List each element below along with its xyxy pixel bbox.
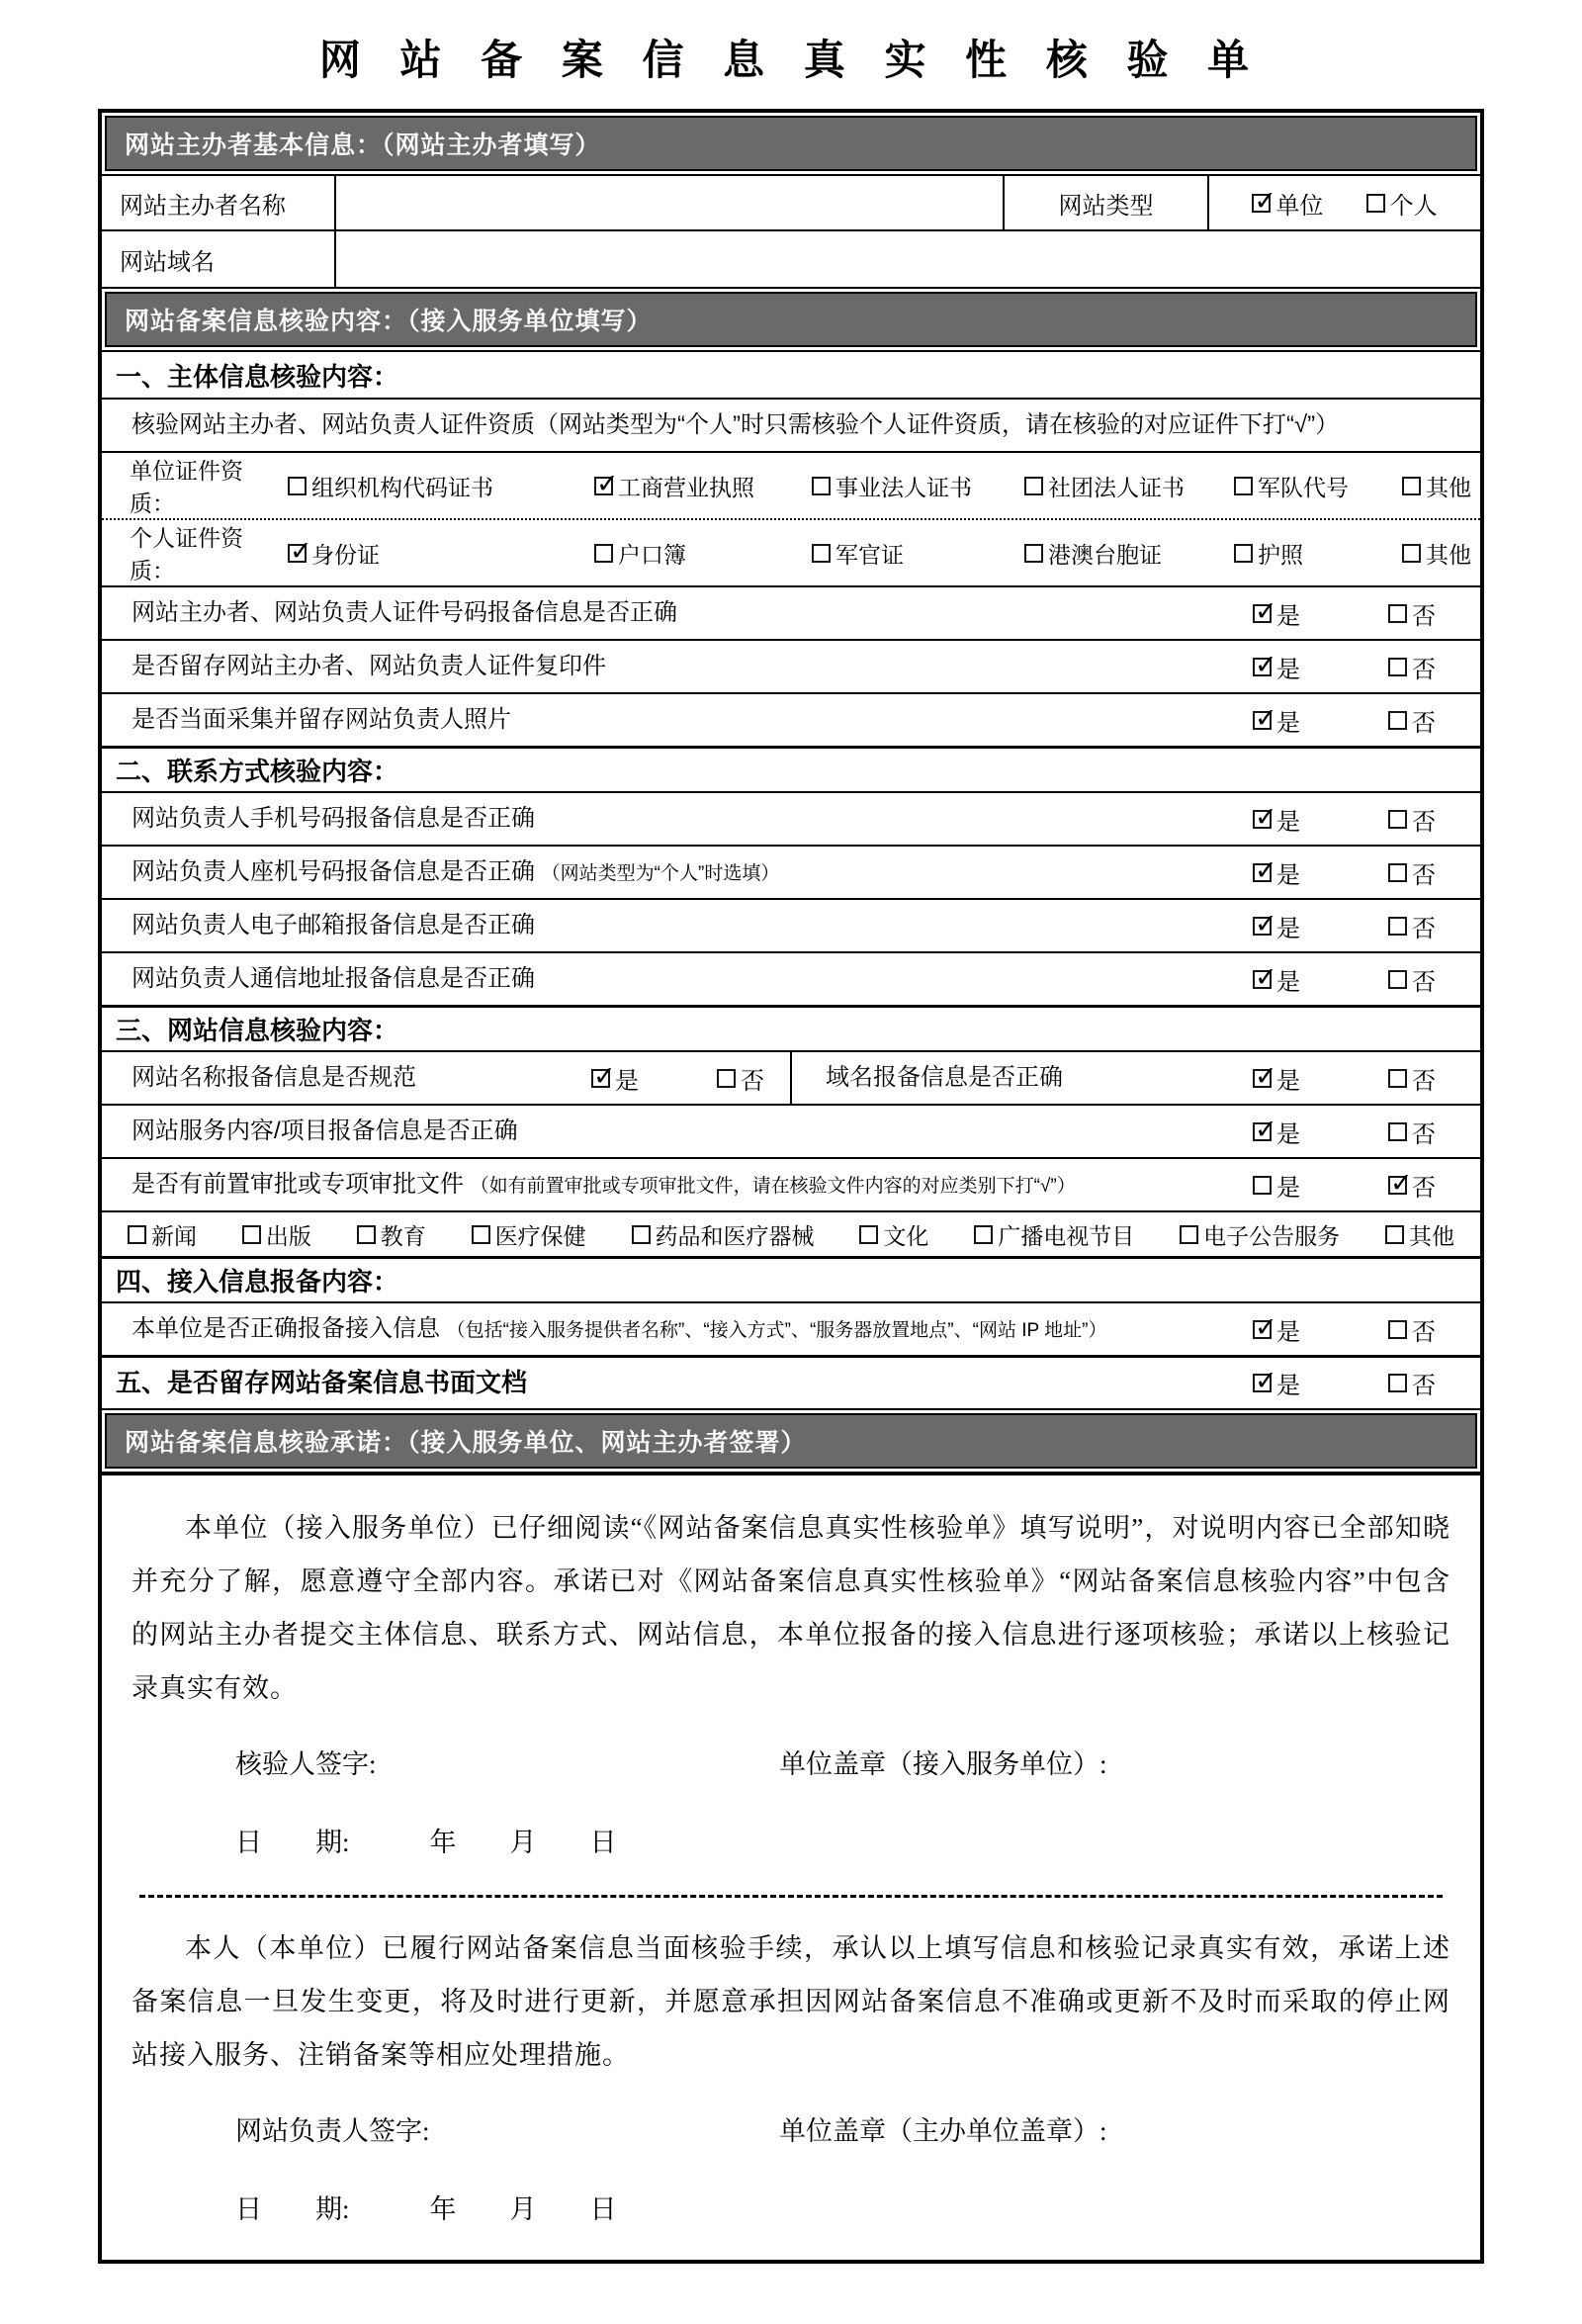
yes-checkbox[interactable] xyxy=(1253,1176,1272,1195)
section-bar-verify-title: 网站备案信息核验内容：（接入服务单位填写） xyxy=(105,292,1477,347)
q-landline-no[interactable] xyxy=(1388,855,1436,890)
personal-label: 个人 xyxy=(1389,192,1438,220)
yes-label: 是 xyxy=(1276,861,1300,889)
category-culture[interactable] xyxy=(859,1218,928,1251)
site-type-label: 网站类型 xyxy=(1003,176,1207,229)
unit-other-label: 其他 xyxy=(1426,474,1471,500)
pharma-label: 药品和医疗器械 xyxy=(655,1222,815,1249)
category-other[interactable] xyxy=(1385,1218,1454,1251)
cert-option-id-card[interactable] xyxy=(288,537,594,570)
q-preapproval-no[interactable] xyxy=(1388,1168,1436,1203)
no-checkbox[interactable] xyxy=(1388,1122,1407,1141)
yes-checkbox[interactable] xyxy=(1253,1122,1272,1141)
domain-label: 网站域名 xyxy=(120,248,215,276)
part2-heading: 二、联系方式核验内容： xyxy=(102,746,1480,791)
culture-checkbox[interactable] xyxy=(859,1225,878,1244)
cert-option-institution[interactable] xyxy=(812,470,1024,502)
sponsor-name-input[interactable] xyxy=(334,176,1003,229)
yes-label: 是 xyxy=(615,1067,639,1095)
section-bar-verify xyxy=(102,287,1480,352)
q-email-yes[interactable] xyxy=(1253,909,1300,943)
q-access-row xyxy=(102,1301,1480,1355)
education-checkbox[interactable] xyxy=(357,1225,376,1244)
no-checkbox[interactable] xyxy=(1388,604,1407,623)
cert-option-org-code[interactable] xyxy=(288,470,594,502)
verifier-signature-label: 核验人签字: xyxy=(235,1749,377,1779)
yes-label: 是 xyxy=(1276,808,1300,836)
no-checkbox[interactable] xyxy=(1388,1176,1407,1195)
cert-option-military[interactable] xyxy=(1234,470,1402,502)
q-photo-yes[interactable] xyxy=(1253,703,1300,738)
no-checkbox[interactable] xyxy=(1388,810,1407,829)
q-domaininfo-yes[interactable] xyxy=(1253,1061,1300,1096)
section-bar-basic-info-title: 网站主办者基本信息：（网站主办者填写） xyxy=(105,116,1477,171)
site-type-option-unit[interactable] xyxy=(1252,186,1323,221)
q-archive-yes[interactable] xyxy=(1253,1366,1300,1400)
no-label: 否 xyxy=(1412,915,1436,942)
q-sitename-half xyxy=(102,1052,792,1104)
yes-label: 是 xyxy=(1276,915,1300,942)
yes-checkbox[interactable] xyxy=(1253,810,1272,829)
news-label: 新闻 xyxy=(151,1222,197,1249)
cert-option-association[interactable] xyxy=(1024,470,1234,502)
org-code-label: 组织机构代码证书 xyxy=(311,474,493,500)
q-domaininfo-text: 域名报备信息是否正确 xyxy=(826,1063,1063,1091)
institution-checkbox[interactable] xyxy=(812,477,831,495)
sponsor-signature-line xyxy=(235,2109,1450,2148)
military-checkbox[interactable] xyxy=(1234,477,1253,495)
q-archive-text: 五、是否留存网站备案信息书面文档 xyxy=(116,1367,528,1397)
military-label: 军队代号 xyxy=(1258,474,1349,500)
q-cert-number-no[interactable] xyxy=(1388,596,1436,631)
q-email-no[interactable] xyxy=(1388,909,1436,943)
personal-cert-row xyxy=(102,518,1480,585)
cert-option-household[interactable] xyxy=(594,537,812,570)
news-checkbox[interactable] xyxy=(128,1225,146,1244)
no-label: 否 xyxy=(1412,1120,1436,1148)
no-label: 否 xyxy=(1412,1067,1436,1095)
q-landline-text: 网站负责人座机号码报备信息是否正确 xyxy=(132,857,535,885)
officer-label: 军官证 xyxy=(835,541,904,568)
unit-label: 单位 xyxy=(1275,192,1324,220)
q-photo-no[interactable] xyxy=(1388,703,1436,738)
no-checkbox[interactable] xyxy=(1388,917,1407,936)
yes-label: 是 xyxy=(1276,1067,1300,1095)
q-copy-kept-yes[interactable] xyxy=(1253,650,1300,684)
q-preapproval-row xyxy=(102,1157,1480,1210)
cert-option-personal-other[interactable] xyxy=(1402,537,1480,570)
q-landline-row xyxy=(102,845,1480,898)
q-mobile-text: 网站负责人手机号码报备信息是否正确 xyxy=(132,804,535,832)
no-label: 否 xyxy=(1412,1174,1436,1202)
bbs-label: 电子公告服务 xyxy=(1203,1222,1341,1249)
q-address-row xyxy=(102,951,1480,1005)
yes-checkbox[interactable] xyxy=(1253,711,1272,730)
q-sitename-text: 网站名称报备信息是否规范 xyxy=(132,1063,416,1091)
cert-option-business-license[interactable] xyxy=(594,470,812,502)
q-photo-text: 是否当面采集并留存网站负责人照片 xyxy=(132,705,511,733)
isp-date-line: 日 期: 年 月 日 xyxy=(235,1828,617,1857)
q-email-row xyxy=(102,898,1480,951)
yes-label: 是 xyxy=(1276,1373,1300,1399)
site-type-option-personal[interactable] xyxy=(1366,186,1438,221)
q-landline-yes[interactable] xyxy=(1253,855,1300,890)
household-label: 户口簿 xyxy=(618,541,686,568)
part1-heading: 一、主体信息核验内容： xyxy=(102,352,1480,398)
no-checkbox[interactable] xyxy=(1388,658,1407,676)
no-label: 否 xyxy=(1412,1373,1436,1399)
category-broadcast[interactable] xyxy=(974,1218,1134,1251)
domain-input[interactable] xyxy=(334,231,1480,287)
q-access-text: 本单位是否正确报备接入信息 xyxy=(132,1314,440,1342)
q-cert-number-text: 网站主办者、网站负责人证件号码报备信息是否正确 xyxy=(132,598,677,626)
q-mobile-no[interactable] xyxy=(1388,802,1436,837)
category-publishing[interactable] xyxy=(242,1218,311,1251)
healthcare-label: 医疗保健 xyxy=(494,1222,586,1249)
q-access-yes[interactable] xyxy=(1253,1312,1300,1347)
personal-checkbox[interactable] xyxy=(1366,194,1385,213)
no-label: 否 xyxy=(1412,1318,1436,1346)
no-checkbox[interactable] xyxy=(1388,1069,1407,1088)
sponsor-name-label: 网站主办者名称 xyxy=(120,192,286,220)
unit-other-checkbox[interactable] xyxy=(1402,477,1421,495)
bbs-checkbox[interactable] xyxy=(1180,1225,1198,1244)
org-code-checkbox[interactable] xyxy=(288,477,307,495)
isp-seal-label: 单位盖章（接入服务单位）: xyxy=(779,1749,1107,1779)
yes-label: 是 xyxy=(1276,1174,1300,1202)
category-pharma[interactable] xyxy=(632,1218,815,1251)
no-checkbox[interactable] xyxy=(1388,711,1407,730)
domain-row xyxy=(102,229,1480,287)
q-service-text: 网站服务内容/项目报备信息是否正确 xyxy=(132,1117,518,1144)
q-mobile-row xyxy=(102,791,1480,845)
hmt-permit-checkbox[interactable] xyxy=(1024,544,1043,563)
q-access-no[interactable] xyxy=(1388,1312,1436,1347)
verification-form-table xyxy=(98,109,1484,2264)
passport-label: 护照 xyxy=(1258,541,1303,568)
category-other-label: 其他 xyxy=(1409,1222,1454,1249)
sponsor-name-row xyxy=(102,176,1480,229)
q-preapproval-text: 是否有前置审批或专项审批文件 xyxy=(132,1170,464,1198)
no-label: 否 xyxy=(1412,602,1436,630)
business-license-label: 工商营业执照 xyxy=(618,474,754,500)
section-bar-basic-info xyxy=(102,113,1480,176)
q-archive-row xyxy=(102,1355,1480,1408)
part1-note: 核验网站主办者、网站负责人证件资质（网站类型为“个人”时只需核验个人证件资质，请在核验的对应证件下打“√”） xyxy=(132,410,1340,438)
broadcast-label: 广播电视节目 xyxy=(998,1222,1135,1249)
passport-checkbox[interactable] xyxy=(1234,544,1253,563)
yes-label: 是 xyxy=(1276,1318,1300,1346)
q-preapproval-note: （如有前置审批或专项审批文件，请在核验文件内容的对应类别下打“√”） xyxy=(470,1175,1076,1197)
q-address-text: 网站负责人通信地址报备信息是否正确 xyxy=(132,964,535,992)
q-cert-number-row xyxy=(102,585,1480,639)
cert-option-unit-other[interactable] xyxy=(1402,470,1480,502)
no-label: 否 xyxy=(1412,861,1436,889)
section-bar-pledge-title: 网站备案信息核验承诺：（接入服务单位、网站主办者签署） xyxy=(105,1413,1477,1469)
approval-categories-row xyxy=(102,1210,1480,1256)
q-copy-kept-text: 是否留存网站主办者、网站负责人证件复印件 xyxy=(132,652,606,679)
yes-checkbox[interactable] xyxy=(1253,917,1272,936)
no-label: 否 xyxy=(1412,808,1436,836)
yes-label: 是 xyxy=(1276,602,1300,630)
pledge-paragraph-isp: 本单位（接入服务单位）已仔细阅读“《网站备案信息真实性核验单》填写说明”，对说明内容已全部知晓并充分了解，愿意遵守全部内容。承诺已对《网站备案信息真实性核验单》“网站备案信息核验内容”中包含的网站主办者提交主体信息、联系方式、网站信息，本单位报备的接入信息进行逐项核验；承诺以上核验记录真实有效。 xyxy=(132,1513,1450,1703)
q-sitename-no[interactable] xyxy=(717,1061,764,1096)
hmt-permit-label: 港澳台胞证 xyxy=(1048,541,1162,568)
q-cert-number-yes[interactable] xyxy=(1253,596,1300,631)
q-copy-kept-row xyxy=(102,639,1480,692)
q-mobile-yes[interactable] xyxy=(1253,802,1300,837)
no-checkbox[interactable] xyxy=(717,1069,736,1088)
q-photo-row xyxy=(102,692,1480,746)
q-domaininfo-half xyxy=(792,1052,1480,1104)
yes-label: 是 xyxy=(1276,1120,1300,1148)
cert-option-officer[interactable] xyxy=(812,537,1024,570)
no-checkbox[interactable] xyxy=(1388,863,1407,882)
officer-checkbox[interactable] xyxy=(812,544,831,563)
no-checkbox[interactable] xyxy=(1388,1320,1407,1339)
q-landline-note: （网站类型为“个人”时选填） xyxy=(541,862,780,884)
yes-label: 是 xyxy=(1276,709,1300,737)
yes-checkbox[interactable] xyxy=(1253,970,1272,989)
category-education[interactable] xyxy=(357,1218,426,1251)
yes-label: 是 xyxy=(1276,656,1300,683)
yes-label: 是 xyxy=(1276,968,1300,996)
yes-checkbox[interactable] xyxy=(1253,863,1272,882)
no-label: 否 xyxy=(1412,656,1436,683)
pharma-checkbox[interactable] xyxy=(632,1225,651,1244)
yes-checkbox[interactable] xyxy=(1253,604,1272,623)
sponsor-date-line: 日 期: 年 月 日 xyxy=(235,2194,617,2224)
category-other-checkbox[interactable] xyxy=(1385,1225,1404,1244)
q-address-yes[interactable] xyxy=(1253,962,1300,997)
isp-signature-line xyxy=(235,1743,1450,1781)
cert-option-hmt-permit[interactable] xyxy=(1024,537,1234,570)
section-bar-pledge xyxy=(102,1408,1480,1474)
unit-cert-row xyxy=(102,451,1480,518)
publishing-checkbox[interactable] xyxy=(242,1225,261,1244)
q-service-row xyxy=(102,1104,1480,1157)
q-domaininfo-no[interactable] xyxy=(1388,1061,1436,1096)
unit-checkbox[interactable] xyxy=(1252,194,1271,213)
broadcast-checkbox[interactable] xyxy=(974,1225,993,1244)
id-card-checkbox[interactable] xyxy=(288,544,307,563)
no-label: 否 xyxy=(1412,709,1436,737)
sponsor-seal-label: 单位盖章（主办单位盖章）: xyxy=(779,2116,1107,2146)
personal-other-label: 其他 xyxy=(1426,541,1471,568)
no-label: 否 xyxy=(741,1067,764,1095)
household-checkbox[interactable] xyxy=(594,544,613,563)
q-archive-no[interactable] xyxy=(1388,1366,1436,1400)
culture-label: 文化 xyxy=(883,1222,929,1249)
category-news[interactable] xyxy=(128,1218,197,1251)
part4-heading: 四、接入信息报备内容： xyxy=(102,1256,1480,1301)
category-bbs[interactable] xyxy=(1180,1218,1340,1251)
site-type-options xyxy=(1207,176,1480,229)
q-service-yes[interactable] xyxy=(1253,1115,1300,1149)
institution-label: 事业法人证书 xyxy=(835,474,972,500)
q-sitename-yes[interactable] xyxy=(591,1061,639,1096)
q-preapproval-yes[interactable] xyxy=(1253,1168,1300,1203)
q-access-note: （包括“接入服务提供者名称”、“接入方式”、“服务器放置地点”、“网站 IP 地址”） xyxy=(446,1319,1107,1341)
site-manager-signature-label: 网站负责人签字: xyxy=(235,2116,430,2146)
part1-note-row xyxy=(102,398,1480,451)
no-checkbox[interactable] xyxy=(1388,970,1407,989)
cert-option-passport[interactable] xyxy=(1234,537,1402,570)
q-sitename-domain-row xyxy=(102,1050,1480,1104)
unit-cert-label: 单位证件资质： xyxy=(130,458,243,516)
yes-checkbox[interactable] xyxy=(591,1069,610,1088)
healthcare-checkbox[interactable] xyxy=(472,1225,490,1244)
no-checkbox[interactable] xyxy=(1388,1374,1407,1392)
id-card-label: 身份证 xyxy=(311,541,380,568)
yes-checkbox[interactable] xyxy=(1253,1320,1272,1339)
education-label: 教育 xyxy=(380,1222,426,1249)
personal-cert-label: 个人证件资质： xyxy=(130,525,243,583)
pledge-paragraph-sponsor: 本人（本单位）已履行网站备案信息当面核验手续，承认以上填写信息和核验记录真实有效，承诺上述备案信息一旦发生变更，将及时进行更新，并愿意承担因网站备案信息不准确或更新不及时而采取的停止网站接入服务、注销备案等相应处理措施。 xyxy=(132,1933,1450,2070)
business-license-checkbox[interactable] xyxy=(594,477,613,495)
yes-checkbox[interactable] xyxy=(1253,658,1272,676)
publishing-label: 出版 xyxy=(265,1222,311,1249)
q-address-no[interactable] xyxy=(1388,962,1436,997)
dashed-divider xyxy=(139,1895,1443,1898)
q-email-text: 网站负责人电子邮箱报备信息是否正确 xyxy=(132,911,535,939)
yes-checkbox[interactable] xyxy=(1253,1069,1272,1088)
yes-checkbox[interactable] xyxy=(1253,1374,1272,1392)
category-healthcare[interactable] xyxy=(472,1218,586,1251)
no-label: 否 xyxy=(1412,968,1436,996)
association-checkbox[interactable] xyxy=(1024,477,1043,495)
part3-heading: 三、网站信息核验内容： xyxy=(102,1005,1480,1050)
q-copy-kept-no[interactable] xyxy=(1388,650,1436,684)
pledge-section xyxy=(102,1474,1480,2260)
personal-other-checkbox[interactable] xyxy=(1402,544,1421,563)
q-service-no[interactable] xyxy=(1388,1115,1436,1149)
page-title: 网 站 备 案 信 息 真 实 性 核 验 单 xyxy=(318,37,1264,83)
association-label: 社团法人证书 xyxy=(1048,474,1185,500)
